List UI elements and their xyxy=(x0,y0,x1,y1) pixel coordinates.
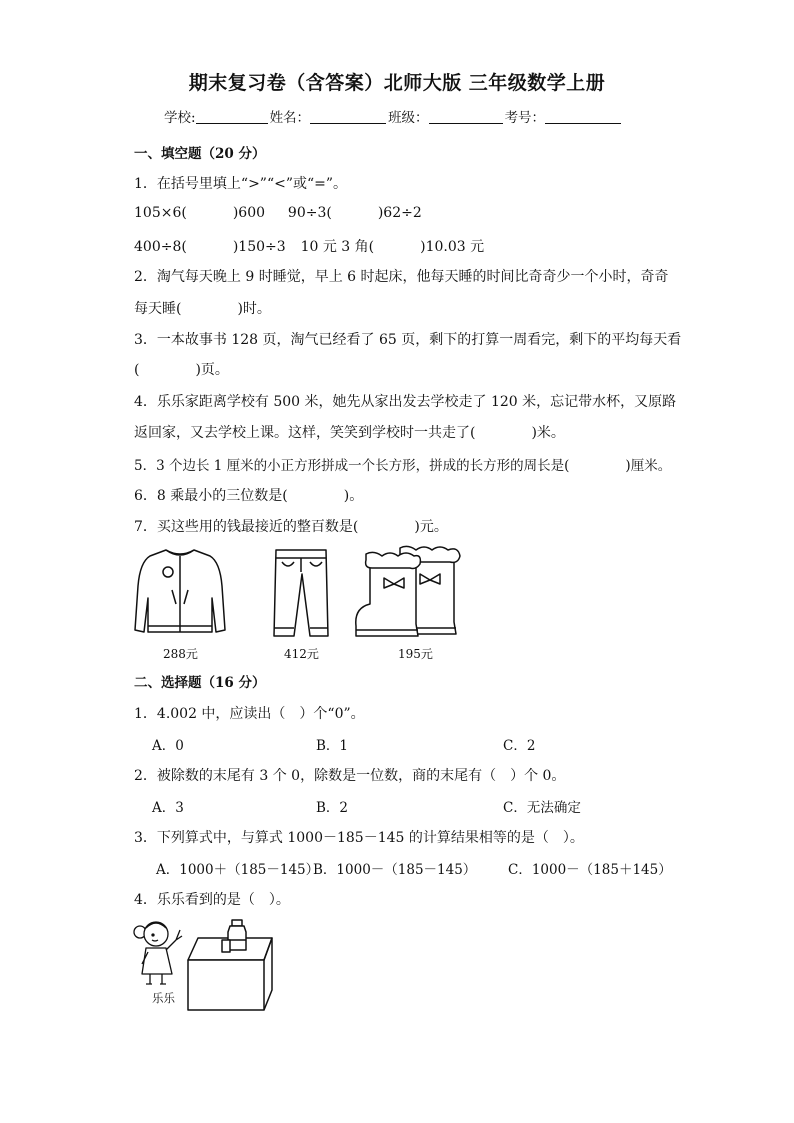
page-title: 期末复习卷（含答案）北师大版 三年级数学上册 xyxy=(188,72,606,94)
class-label: 班级： xyxy=(388,110,429,126)
q1-row-2 xyxy=(134,236,484,256)
q1b-left: 90÷3( xyxy=(287,205,332,221)
choice-q1-option-c[interactable]: C．2 xyxy=(503,738,536,754)
q2-line-2 xyxy=(134,298,271,318)
choice-q3-option-a[interactable]: A．1000＋（185－145） xyxy=(156,862,320,878)
q4-line-1: 4．乐乐家距离学校有 500 米，她先从家出发去学校走了 120 米，忘记带水杯，又原路 xyxy=(134,394,677,410)
student-info-row xyxy=(164,106,623,126)
q5-line xyxy=(134,454,671,474)
q2-line-1: 2．淘气每天晚上 9 时睡觉，早上 6 时起床，他每天睡的时间比奇奇少一个小时，奇奇 xyxy=(134,269,669,285)
q1c-left: 400÷8( xyxy=(134,239,187,255)
q6-left: 6．8 乘最小的三位数是( xyxy=(134,488,288,504)
q5-right: )厘米。 xyxy=(625,458,672,474)
q7-line xyxy=(134,516,448,536)
choice-q2-stem: 2．被除数的末尾有 3 个 0，除数是一位数，商的末尾有（ ）个 0。 xyxy=(134,768,566,784)
q4-left: 返回家，又去学校上课。这样，笑笑到学校时一共走了( xyxy=(134,425,476,441)
q2-right: )时。 xyxy=(237,301,271,317)
school-field[interactable] xyxy=(196,109,268,124)
pants-price: 412元 xyxy=(284,647,319,661)
school-label: 学校: xyxy=(164,110,196,126)
choice-q4-stem: 4．乐乐看到的是（ ）。 xyxy=(134,892,290,908)
q3-left: ( xyxy=(134,362,140,378)
q1a-left: 105×6( xyxy=(134,205,187,221)
jacket-icon xyxy=(132,546,228,640)
q4-right: )米。 xyxy=(531,425,565,441)
q7-right: )元。 xyxy=(414,519,448,535)
q7-left: 7．买这些用的钱最接近的整百数是( xyxy=(134,519,359,535)
choice-q1-option-b[interactable]: B．1 xyxy=(316,738,349,754)
q1d-right: )10.03 元 xyxy=(420,239,485,255)
number-label: 考号： xyxy=(504,110,546,126)
choice-q1-option-a[interactable]: A．0 xyxy=(152,738,184,754)
q6-line xyxy=(134,485,363,505)
q1a-right: )600 xyxy=(232,205,266,221)
girl-label: 乐乐 xyxy=(152,991,175,1005)
q4-line-2 xyxy=(134,422,565,442)
q1c-right: )150÷3 xyxy=(232,239,286,255)
section-heading-fill: 一、填空题（20 分） xyxy=(134,146,266,162)
q2-left: 每天睡( xyxy=(134,301,182,317)
choice-q3-stem: 3．下列算式中，与算式 1000－185－145 的计算结果相等的是（ ）。 xyxy=(134,830,584,846)
pants-icon xyxy=(270,548,332,640)
choice-q3-option-b[interactable]: B．1000－（185－145） xyxy=(313,862,477,878)
q1b-right: )62÷2 xyxy=(377,205,422,221)
box-with-bottle-icon xyxy=(182,918,278,1014)
section-heading-choice: 二、选择题（16 分） xyxy=(134,675,266,691)
choice-q1-stem: 1．4.002 中，应读出（ ）个“0”。 xyxy=(134,706,365,722)
q3-line-1: 3．一本故事书 128 页，淘气已经看了 65 页，剩下的打算一周看完，剩下的平均每天看 xyxy=(134,332,682,348)
jacket-price: 288元 xyxy=(163,647,198,661)
boots-icon xyxy=(354,544,464,640)
q1-stem: 1．在括号里填上“>”“<”或“=”。 xyxy=(134,176,348,192)
boots-price: 195元 xyxy=(398,647,433,661)
name-label: 姓名： xyxy=(269,110,311,126)
q5-left: 5．3 个边长 1 厘米的小正方形拼成一个长方形，拼成的长方形的周长是( xyxy=(134,458,570,474)
class-field[interactable] xyxy=(429,109,503,124)
q1-row-1 xyxy=(134,205,422,221)
q1d-left: 10 元 3 角( xyxy=(300,239,375,255)
choice-q2-option-c[interactable]: C．无法确定 xyxy=(503,800,581,816)
choice-q2-option-b[interactable]: B．2 xyxy=(316,800,349,816)
number-field[interactable] xyxy=(545,109,621,124)
choice-q3-option-c[interactable]: C．1000－（185＋145） xyxy=(508,862,672,878)
q6-right: )。 xyxy=(343,488,364,504)
choice-q2-option-a[interactable]: A．3 xyxy=(152,800,184,816)
q3-line-2 xyxy=(134,359,229,379)
q3-right: )页。 xyxy=(195,362,229,378)
name-field[interactable] xyxy=(310,109,386,124)
